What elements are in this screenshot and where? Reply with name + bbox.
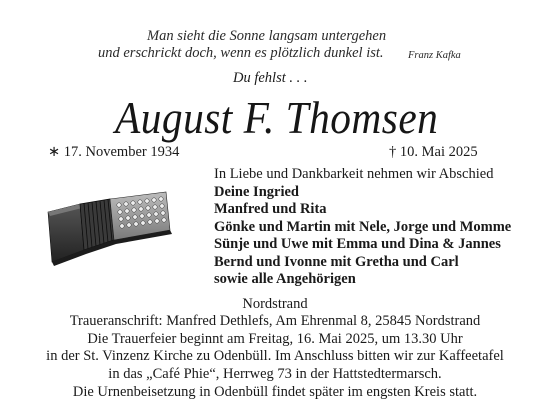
address-line: Traueranschrift: Manfred Dethlefs, Am Ehrenmal 8, 25845 Nordstrand — [69, 313, 481, 330]
quote-line-2: und erschrickt doch, wenn es plötzlich dunkel ist. — [98, 45, 384, 61]
mourner-line: Bernd und Ivonne mit Gretha und Carl — [214, 253, 459, 270]
quote-author: Franz Kafka — [408, 50, 461, 61]
address-place: Nordstrand — [242, 296, 308, 312]
address-block — [0, 296, 550, 331]
mourner-line: Sünje und Uwe mit Emma und Dina & Jannes — [214, 236, 501, 253]
fehlst-line: Du fehlst . . . — [233, 70, 308, 86]
quote-line-1: Man sieht die Sonne langsam untergehen — [147, 28, 387, 44]
mourner-line: sowie alle Angehörigen — [214, 271, 356, 288]
funeral-block — [0, 331, 550, 383]
accordion-image — [40, 190, 175, 270]
urn-notice: Die Urnenbeisetzung in Odenbüll findet später im engsten Kreis statt. — [72, 384, 478, 400]
deceased-name: August F. Thomsen — [115, 93, 439, 143]
mourner-line: Manfred und Rita — [214, 201, 327, 218]
funeral-line-3: in das „Café Phie“, Herrweg 73 in der Hattstedtermarsch. — [108, 365, 442, 382]
funeral-line-2: in der St. Vinzenz Kirche zu Odenbüll. Im Anschluss bitten wir zur Kaffeetafel — [46, 348, 504, 365]
intro-text: In Liebe und Dankbarkeit nehmen wir Abschied — [214, 166, 494, 182]
mourner-line: Gönke und Martin mit Nele, Jorge und Momme — [214, 218, 512, 235]
funeral-line-1: Die Trauerfeier beginnt am Freitag, 16. Mai 2025, um 13.30 Uhr — [87, 331, 463, 347]
mourner-line: Deine Ingried — [214, 184, 299, 200]
accordion-icon — [40, 190, 175, 270]
mourners-list — [214, 184, 511, 288]
birth-date: ∗ 17. November 1934 — [48, 144, 180, 160]
death-date: † 10. Mai 2025 — [389, 144, 478, 160]
